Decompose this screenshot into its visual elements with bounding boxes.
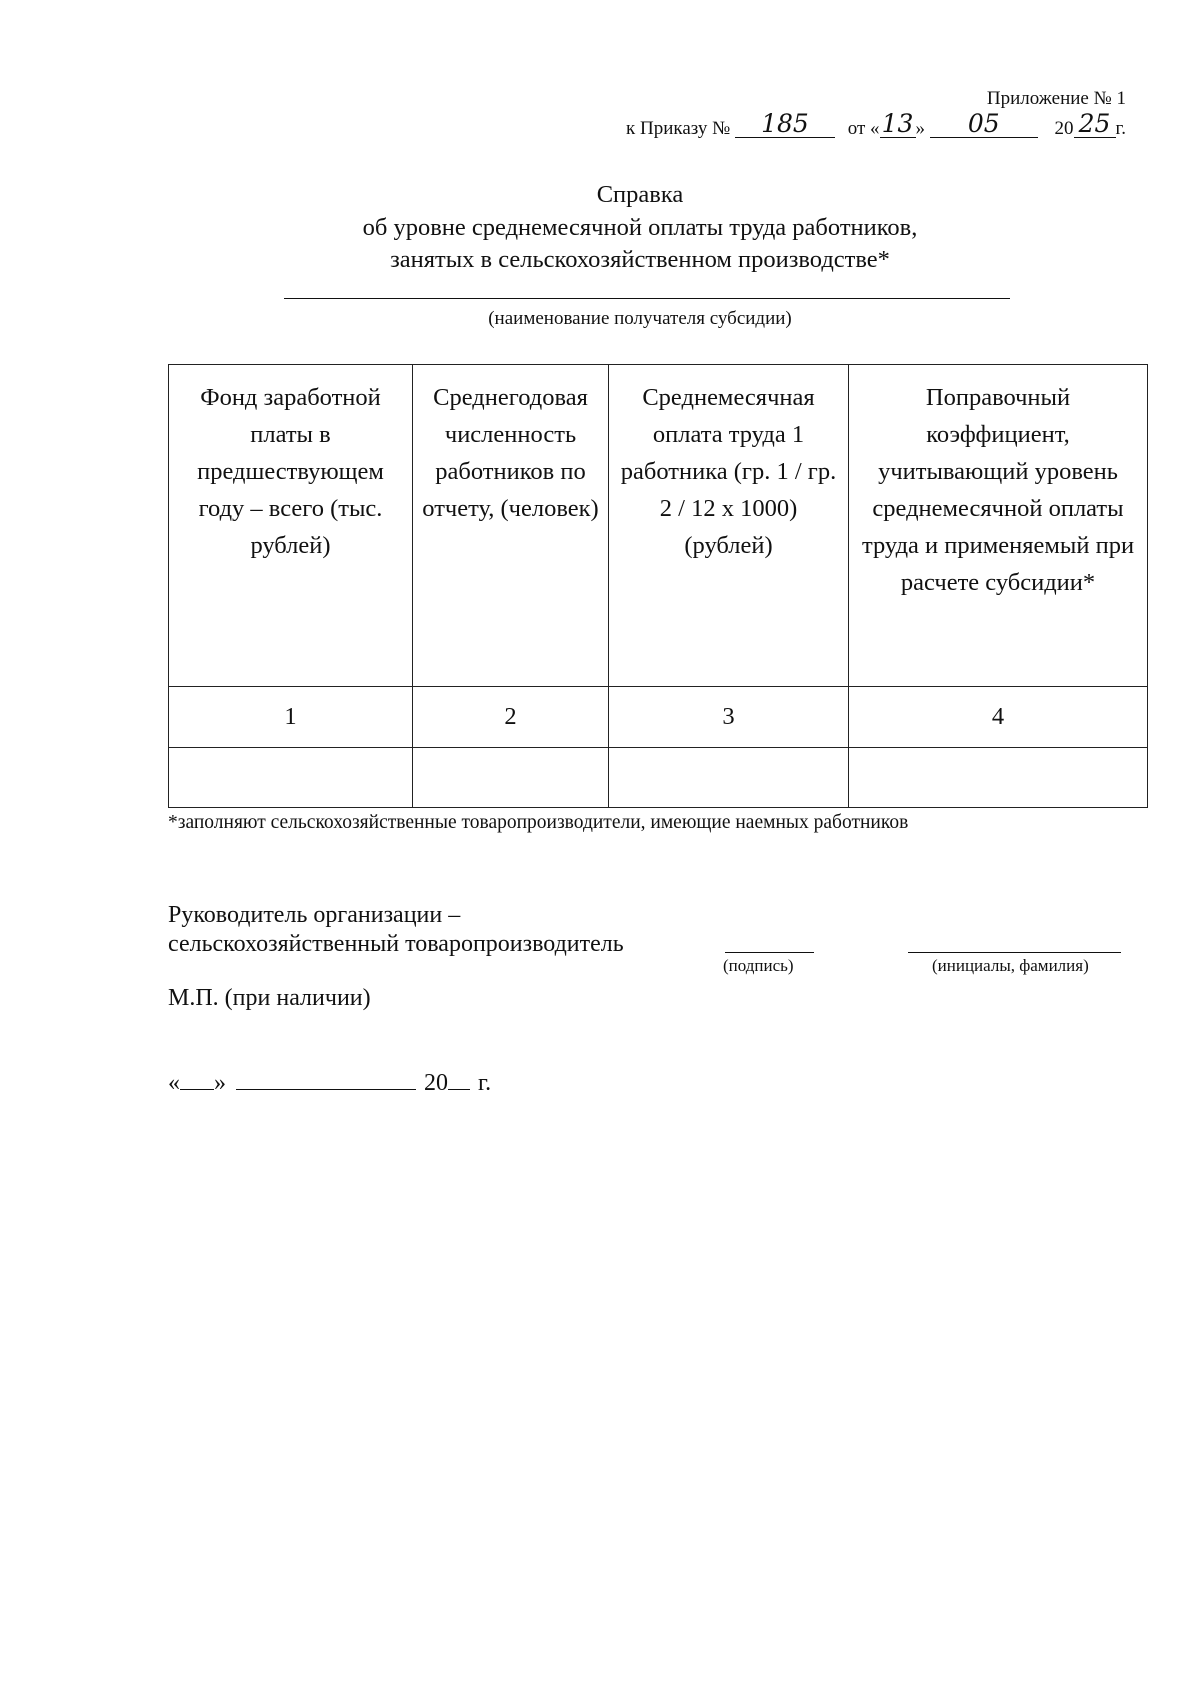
day-close: » bbox=[915, 118, 926, 139]
recipient-name-field[interactable] bbox=[284, 298, 1010, 299]
column-number-1: 1 bbox=[169, 687, 413, 748]
order-reference bbox=[626, 109, 1126, 143]
date-line bbox=[168, 1067, 491, 1097]
cell-headcount[interactable] bbox=[413, 748, 609, 808]
name-field[interactable] bbox=[908, 952, 1121, 953]
order-day: 13 bbox=[880, 111, 916, 138]
appendix-label: Приложение № 1 bbox=[986, 88, 1126, 109]
column-header-2: Среднегодовая численность работников по отчету, (человек) bbox=[413, 365, 609, 687]
cell-avg-monthly-pay[interactable] bbox=[609, 748, 849, 808]
recipient-caption: (наименование получателя субсидии) bbox=[488, 308, 792, 329]
date-quote-open: « bbox=[168, 1070, 180, 1096]
cell-wage-fund[interactable] bbox=[169, 748, 413, 808]
doc-subtitle-line-2: занятых в сельскохозяйственном производстве* bbox=[390, 246, 890, 273]
order-prefix: к Приказу № bbox=[626, 118, 731, 139]
table-header-row bbox=[169, 365, 1148, 687]
column-header-4: Поправочный коэффициент, учитывающий уровень среднемесячной оплаты труда и применяемый при расчете субсидии* bbox=[849, 365, 1148, 687]
order-number: 185 bbox=[735, 111, 835, 138]
table-number-row bbox=[169, 687, 1148, 748]
date-century: 20 bbox=[424, 1070, 448, 1096]
column-number-4: 4 bbox=[849, 687, 1148, 748]
doc-title: Справка bbox=[596, 181, 684, 208]
name-caption: (инициалы, фамилия) bbox=[932, 956, 1089, 975]
column-header-1: Фонд заработной платы в предшествующем году – всего (тыс. рублей) bbox=[169, 365, 413, 687]
doc-subtitle-line-1: об уровне среднемесячной оплаты труда работников, bbox=[362, 214, 918, 241]
column-number-3: 3 bbox=[609, 687, 849, 748]
from-prefix: от « bbox=[847, 118, 880, 139]
order-month: 05 bbox=[930, 111, 1038, 138]
table-data-row bbox=[169, 748, 1148, 808]
cell-correction-coefficient[interactable] bbox=[849, 748, 1148, 808]
stamp-label: М.П. (при наличии) bbox=[168, 985, 371, 1011]
signature-field[interactable] bbox=[725, 952, 814, 953]
date-day-field[interactable] bbox=[180, 1067, 214, 1090]
column-number-2: 2 bbox=[413, 687, 609, 748]
signatory-title-line-1: Руководитель организации – bbox=[168, 902, 461, 928]
year-end: г. bbox=[1115, 118, 1126, 139]
date-suffix: г. bbox=[478, 1070, 492, 1096]
order-year: 25 bbox=[1074, 111, 1116, 138]
date-quote-close: » bbox=[214, 1070, 226, 1096]
signatory-title-line-2: сельскохозяйственный товаропроизводитель bbox=[168, 931, 624, 957]
year-prefix: 20 bbox=[1054, 118, 1074, 139]
date-year-field[interactable] bbox=[448, 1067, 470, 1090]
date-month-field[interactable] bbox=[236, 1067, 416, 1090]
salary-table bbox=[168, 364, 1148, 808]
footnote: *заполняют сельскохозяйственные товаропроизводители, имеющие наемных работников bbox=[168, 812, 909, 833]
signature-caption: (подпись) bbox=[723, 956, 794, 975]
column-header-3: Среднемесячная оплата труда 1 работника (гр. 1 / гр. 2 / 12 х 1000) (рублей) bbox=[609, 365, 849, 687]
